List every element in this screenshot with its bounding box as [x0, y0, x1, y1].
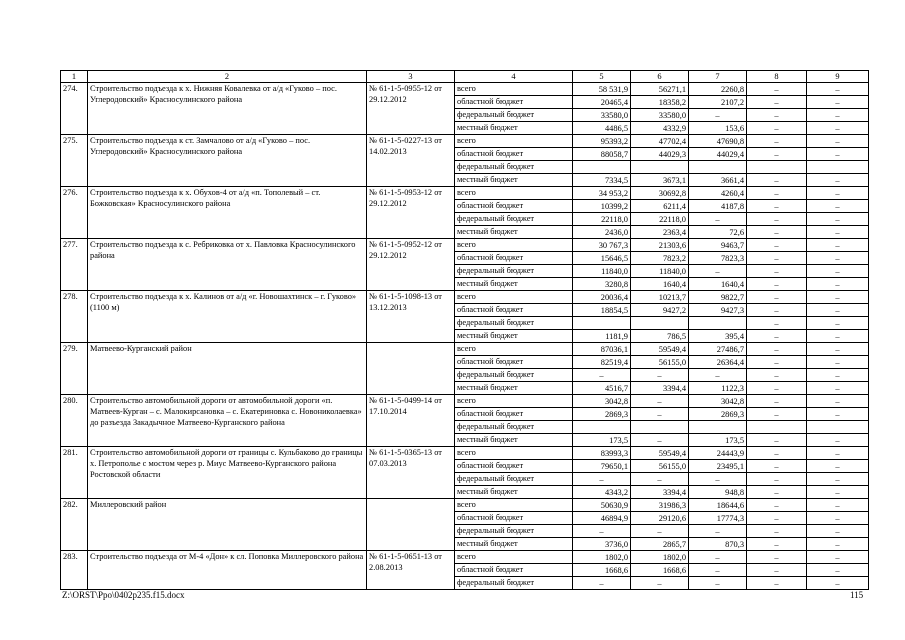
- amount-cell: –: [689, 265, 747, 278]
- amount-cell: –: [747, 538, 807, 551]
- amount-cell: –: [807, 109, 869, 122]
- budget-source: федеральный бюджет: [455, 577, 573, 590]
- header-cell: 8: [747, 71, 807, 83]
- amount-cell: 46894,9: [573, 512, 631, 525]
- amount-cell: –: [807, 395, 869, 408]
- document-number: № 61-1-5-0651-13 от 2.08.2013: [367, 551, 455, 590]
- amount-cell: –: [807, 382, 869, 395]
- amount-cell: 31986,3: [631, 499, 689, 512]
- object-name: Миллеровский район: [88, 499, 367, 551]
- amount-cell: 33580,0: [573, 109, 631, 122]
- amount-cell: –: [747, 135, 807, 148]
- table-row: [61, 499, 869, 512]
- amount-cell: [747, 421, 807, 434]
- amount-cell: 59549,4: [631, 447, 689, 460]
- amount-cell: –: [807, 564, 869, 577]
- budget-source: федеральный бюджет: [455, 525, 573, 538]
- budget-source: областной бюджет: [455, 564, 573, 577]
- amount-cell: [689, 161, 747, 174]
- budget-source: областной бюджет: [455, 96, 573, 109]
- table-row: [61, 343, 869, 356]
- amount-cell: 4516,7: [573, 382, 631, 395]
- amount-cell: –: [807, 434, 869, 447]
- budget-source: областной бюджет: [455, 148, 573, 161]
- amount-cell: 3673,1: [631, 174, 689, 187]
- budget-source: всего: [455, 187, 573, 200]
- amount-cell: 173,5: [573, 434, 631, 447]
- budget-source: федеральный бюджет: [455, 369, 573, 382]
- table-row: [61, 83, 869, 96]
- amount-cell: 3394,4: [631, 382, 689, 395]
- row-number: 279.: [61, 343, 88, 395]
- amount-cell: –: [747, 525, 807, 538]
- amount-cell: 87036,1: [573, 343, 631, 356]
- amount-cell: 6211,4: [631, 200, 689, 213]
- amount-cell: –: [573, 525, 631, 538]
- amount-cell: 24443,9: [689, 447, 747, 460]
- amount-cell: [631, 421, 689, 434]
- budget-source: всего: [455, 447, 573, 460]
- document-number: [367, 499, 455, 551]
- amount-cell: –: [747, 83, 807, 96]
- amount-cell: 22118,0: [631, 213, 689, 226]
- amount-cell: –: [807, 525, 869, 538]
- amount-cell: –: [807, 486, 869, 499]
- table-row: [61, 447, 869, 460]
- amount-cell: [631, 317, 689, 330]
- amount-cell: 2436,0: [573, 226, 631, 239]
- header-cell: 7: [689, 71, 747, 83]
- amount-cell: [573, 317, 631, 330]
- budget-source: местный бюджет: [455, 278, 573, 291]
- amount-cell: 83993,3: [573, 447, 631, 460]
- amount-cell: –: [807, 551, 869, 564]
- budget-source: федеральный бюджет: [455, 265, 573, 278]
- amount-cell: 786,5: [631, 330, 689, 343]
- document-number: [367, 343, 455, 395]
- amount-cell: 44029,4: [689, 148, 747, 161]
- amount-cell: –: [747, 356, 807, 369]
- amount-cell: 11840,0: [631, 265, 689, 278]
- amount-cell: –: [747, 317, 807, 330]
- amount-cell: 870,3: [689, 538, 747, 551]
- amount-cell: 1181,9: [573, 330, 631, 343]
- amount-cell: –: [747, 96, 807, 109]
- amount-cell: –: [807, 174, 869, 187]
- footer-page-number: 115: [850, 590, 864, 600]
- document-number: № 61-1-5-0952-12 от 29.12.2012: [367, 239, 455, 291]
- header-cell: 6: [631, 71, 689, 83]
- amount-cell: 3280,8: [573, 278, 631, 291]
- document-number: № 61-1-5-0955-12 от 29.12.2012: [367, 83, 455, 135]
- amount-cell: –: [747, 304, 807, 317]
- amount-cell: –: [807, 200, 869, 213]
- object-name: Строительство автомобильной дороги от границы с. Кульбаково до границы х. Петрополье с мостом через р. Миус Матвеево-Курганского района Ростовской области: [88, 447, 367, 499]
- amount-cell: –: [807, 343, 869, 356]
- amount-cell: 9822,7: [689, 291, 747, 304]
- budget-source: местный бюджет: [455, 538, 573, 551]
- budget-source: местный бюджет: [455, 226, 573, 239]
- amount-cell: 27486,7: [689, 343, 747, 356]
- object-name: Матвеево-Курганский район: [88, 343, 367, 395]
- amount-cell: 3661,4: [689, 174, 747, 187]
- amount-cell: –: [747, 382, 807, 395]
- amount-cell: –: [747, 551, 807, 564]
- amount-cell: –: [747, 226, 807, 239]
- budget-source: всего: [455, 291, 573, 304]
- amount-cell: –: [747, 148, 807, 161]
- amount-cell: –: [807, 187, 869, 200]
- budget-source: областной бюджет: [455, 200, 573, 213]
- budget-source: всего: [455, 239, 573, 252]
- amount-cell: 95393,2: [573, 135, 631, 148]
- amount-cell: 1640,4: [631, 278, 689, 291]
- amount-cell: –: [631, 408, 689, 421]
- table-row: [61, 291, 869, 304]
- amount-cell: –: [747, 174, 807, 187]
- amount-cell: –: [807, 96, 869, 109]
- amount-cell: –: [689, 577, 747, 590]
- amount-cell: –: [807, 317, 869, 330]
- table-row: [61, 187, 869, 200]
- document-number: № 61-1-5-0365-13 от 07.03.2013: [367, 447, 455, 499]
- amount-cell: 1122,3: [689, 382, 747, 395]
- amount-cell: 58 531,9: [573, 83, 631, 96]
- amount-cell: –: [747, 473, 807, 486]
- budget-source: местный бюджет: [455, 330, 573, 343]
- amount-cell: –: [807, 356, 869, 369]
- amount-cell: –: [807, 213, 869, 226]
- amount-cell: 1668,6: [573, 564, 631, 577]
- amount-cell: –: [807, 239, 869, 252]
- amount-cell: –: [747, 213, 807, 226]
- amount-cell: –: [807, 408, 869, 421]
- table-row: [61, 135, 869, 148]
- budget-source: федеральный бюджет: [455, 161, 573, 174]
- header-cell: 5: [573, 71, 631, 83]
- amount-cell: –: [631, 395, 689, 408]
- amount-cell: –: [807, 291, 869, 304]
- amount-cell: 153,6: [689, 122, 747, 135]
- amount-cell: –: [747, 434, 807, 447]
- amount-cell: –: [573, 369, 631, 382]
- footer-file-path: Z:\ORST\Ppo\0402p235.f15.docx: [62, 590, 185, 600]
- budget-source: федеральный бюджет: [455, 213, 573, 226]
- amount-cell: 4343,2: [573, 486, 631, 499]
- amount-cell: –: [689, 525, 747, 538]
- amount-cell: –: [689, 369, 747, 382]
- amount-cell: [689, 317, 747, 330]
- amount-cell: 4332,9: [631, 122, 689, 135]
- amount-cell: 2869,3: [573, 408, 631, 421]
- amount-cell: –: [631, 473, 689, 486]
- amount-cell: –: [747, 447, 807, 460]
- amount-cell: 3042,8: [573, 395, 631, 408]
- header-cell: 1: [61, 71, 88, 83]
- amount-cell: 30 767,3: [573, 239, 631, 252]
- amount-cell: 7823,3: [689, 252, 747, 265]
- amount-cell: 7334,5: [573, 174, 631, 187]
- amount-cell: –: [747, 512, 807, 525]
- document-number: № 61-1-5-0499-14 от 17.10.2014: [367, 395, 455, 447]
- amount-cell: 44029,3: [631, 148, 689, 161]
- table-row: [61, 551, 869, 564]
- document-number: № 61-1-5-1098-13 от 13.12.2013: [367, 291, 455, 343]
- amount-cell: 34 953,2: [573, 187, 631, 200]
- amount-cell: 56155,0: [631, 460, 689, 473]
- amount-cell: –: [747, 395, 807, 408]
- amount-cell: –: [631, 577, 689, 590]
- amount-cell: –: [807, 460, 869, 473]
- amount-cell: 59549,4: [631, 343, 689, 356]
- amount-cell: 56271,1: [631, 83, 689, 96]
- amount-cell: 1640,4: [689, 278, 747, 291]
- header-row: [61, 71, 869, 83]
- object-name: Строительство подъезда к с. Ребриковка от х. Павловка Красносулинского района: [88, 239, 367, 291]
- amount-cell: –: [747, 187, 807, 200]
- amount-cell: –: [747, 109, 807, 122]
- budget-source: местный бюджет: [455, 174, 573, 187]
- amount-cell: –: [747, 369, 807, 382]
- amount-cell: –: [631, 434, 689, 447]
- amount-cell: 3736,0: [573, 538, 631, 551]
- amount-cell: –: [807, 538, 869, 551]
- amount-cell: 18358,2: [631, 96, 689, 109]
- amount-cell: –: [689, 213, 747, 226]
- amount-cell: 30692,8: [631, 187, 689, 200]
- amount-cell: –: [747, 278, 807, 291]
- amount-cell: [807, 161, 869, 174]
- amount-cell: [573, 421, 631, 434]
- amount-cell: 948,8: [689, 486, 747, 499]
- amount-cell: –: [807, 304, 869, 317]
- amount-cell: 4260,4: [689, 187, 747, 200]
- amount-cell: 173,5: [689, 434, 747, 447]
- amount-cell: –: [747, 460, 807, 473]
- amount-cell: 9463,7: [689, 239, 747, 252]
- amount-cell: [807, 421, 869, 434]
- row-number: 281.: [61, 447, 88, 499]
- row-number: 275.: [61, 135, 88, 187]
- budget-source: всего: [455, 83, 573, 96]
- amount-cell: 88058,7: [573, 148, 631, 161]
- budget-source: местный бюджет: [455, 434, 573, 447]
- budget-source: всего: [455, 499, 573, 512]
- amount-cell: –: [747, 343, 807, 356]
- amount-cell: 2869,3: [689, 408, 747, 421]
- amount-cell: –: [689, 473, 747, 486]
- document-number: № 61-1-5-0953-12 от 29.12.2012: [367, 187, 455, 239]
- row-number: 278.: [61, 291, 88, 343]
- amount-cell: –: [807, 577, 869, 590]
- amount-cell: 29120,6: [631, 512, 689, 525]
- amount-cell: –: [807, 473, 869, 486]
- row-number: 282.: [61, 499, 88, 551]
- header-cell: 4: [455, 71, 573, 83]
- budget-source: местный бюджет: [455, 486, 573, 499]
- row-number: 276.: [61, 187, 88, 239]
- amount-cell: –: [573, 473, 631, 486]
- amount-cell: –: [631, 369, 689, 382]
- object-name: Строительство подъезда от М-4 «Дон» к сл. Поповка Миллеровского района: [88, 551, 367, 590]
- amount-cell: 2260,8: [689, 83, 747, 96]
- amount-cell: –: [573, 577, 631, 590]
- amount-cell: 82519,4: [573, 356, 631, 369]
- budget-source: федеральный бюджет: [455, 421, 573, 434]
- object-name: Строительство подъезда к х. Обухов-4 от а/д «п. Тополевый – ст. Божковская» Красносулинского района: [88, 187, 367, 239]
- amount-cell: –: [689, 551, 747, 564]
- amount-cell: 79650,1: [573, 460, 631, 473]
- row-number: 280.: [61, 395, 88, 447]
- amount-cell: 23495,1: [689, 460, 747, 473]
- amount-cell: 20465,4: [573, 96, 631, 109]
- amount-cell: –: [747, 291, 807, 304]
- amount-cell: 395,4: [689, 330, 747, 343]
- amount-cell: –: [747, 577, 807, 590]
- amount-cell: [747, 161, 807, 174]
- amount-cell: –: [807, 512, 869, 525]
- amount-cell: –: [807, 499, 869, 512]
- amount-cell: 2865,7: [631, 538, 689, 551]
- table-row: [61, 239, 869, 252]
- amount-cell: –: [747, 330, 807, 343]
- amount-cell: –: [747, 239, 807, 252]
- budget-source: областной бюджет: [455, 512, 573, 525]
- amount-cell: –: [807, 447, 869, 460]
- amount-cell: 10399,2: [573, 200, 631, 213]
- amount-cell: 4486,5: [573, 122, 631, 135]
- amount-cell: 1802,0: [573, 551, 631, 564]
- amount-cell: 56155,0: [631, 356, 689, 369]
- amount-cell: 33580,0: [631, 109, 689, 122]
- amount-cell: –: [747, 252, 807, 265]
- budget-table: [60, 70, 869, 590]
- budget-source: федеральный бюджет: [455, 109, 573, 122]
- budget-source: всего: [455, 135, 573, 148]
- amount-cell: 47690,8: [689, 135, 747, 148]
- amount-cell: –: [807, 278, 869, 291]
- amount-cell: 15646,5: [573, 252, 631, 265]
- header-cell: 9: [807, 71, 869, 83]
- amount-cell: –: [807, 252, 869, 265]
- amount-cell: –: [807, 330, 869, 343]
- budget-source: федеральный бюджет: [455, 317, 573, 330]
- amount-cell: –: [807, 135, 869, 148]
- budget-source: областной бюджет: [455, 356, 573, 369]
- amount-cell: –: [807, 148, 869, 161]
- amount-cell: 22118,0: [573, 213, 631, 226]
- amount-cell: –: [747, 122, 807, 135]
- budget-source: местный бюджет: [455, 122, 573, 135]
- document-number: № 61-1-5-0227-13 от 14.02.2013: [367, 135, 455, 187]
- amount-cell: 4187,8: [689, 200, 747, 213]
- row-number: 277.: [61, 239, 88, 291]
- amount-cell: –: [747, 408, 807, 421]
- amount-cell: –: [747, 265, 807, 278]
- amount-cell: 9427,3: [689, 304, 747, 317]
- budget-source: всего: [455, 395, 573, 408]
- amount-cell: –: [807, 265, 869, 278]
- amount-cell: –: [747, 486, 807, 499]
- amount-cell: 21303,6: [631, 239, 689, 252]
- amount-cell: 10213,7: [631, 291, 689, 304]
- amount-cell: –: [747, 200, 807, 213]
- object-name: Строительство автомобильной дороги от автомобильной дороги «п. Матвеев-Курган – с. Малокирсановка – с. Екатериновка с. Новониколаевка» до разъезда Закадычное Матвеево-Курганского района: [88, 395, 367, 447]
- budget-source: федеральный бюджет: [455, 473, 573, 486]
- budget-source: областной бюджет: [455, 408, 573, 421]
- amount-cell: 17774,3: [689, 512, 747, 525]
- amount-cell: 3042,8: [689, 395, 747, 408]
- amount-cell: [631, 161, 689, 174]
- amount-cell: –: [807, 122, 869, 135]
- object-name: Строительство подъезда к ст. Замчалово от а/д «Гуково – пос. Углеродовский» Красносулинского района: [88, 135, 367, 187]
- budget-table-container: [60, 70, 868, 590]
- amount-cell: 2107,2: [689, 96, 747, 109]
- table-row: [61, 395, 869, 408]
- amount-cell: [689, 421, 747, 434]
- budget-source: областной бюджет: [455, 304, 573, 317]
- amount-cell: –: [747, 564, 807, 577]
- amount-cell: 47702,4: [631, 135, 689, 148]
- budget-source: областной бюджет: [455, 252, 573, 265]
- budget-source: местный бюджет: [455, 382, 573, 395]
- amount-cell: [573, 161, 631, 174]
- budget-source: всего: [455, 551, 573, 564]
- budget-source: всего: [455, 343, 573, 356]
- amount-cell: –: [807, 83, 869, 96]
- header-cell: 3: [367, 71, 455, 83]
- amount-cell: 20036,4: [573, 291, 631, 304]
- amount-cell: 72,6: [689, 226, 747, 239]
- object-name: Строительство подъезда к х. Нижняя Ковалевка от а/д «Гуково – пос. Углеродовский» Красносулинского района: [88, 83, 367, 135]
- amount-cell: 9427,2: [631, 304, 689, 317]
- amount-cell: 18644,6: [689, 499, 747, 512]
- amount-cell: 11840,0: [573, 265, 631, 278]
- amount-cell: 1802,0: [631, 551, 689, 564]
- budget-source: областной бюджет: [455, 460, 573, 473]
- object-name: Строительство подъезда к х. Калинов от а/д «г. Новошахтинск – г. Гуково» (1100 м): [88, 291, 367, 343]
- amount-cell: –: [631, 525, 689, 538]
- amount-cell: –: [689, 564, 747, 577]
- amount-cell: 50630,9: [573, 499, 631, 512]
- amount-cell: 2363,4: [631, 226, 689, 239]
- amount-cell: –: [689, 109, 747, 122]
- amount-cell: –: [807, 226, 869, 239]
- header-cell: 2: [88, 71, 367, 83]
- amount-cell: 18854,5: [573, 304, 631, 317]
- amount-cell: –: [807, 369, 869, 382]
- amount-cell: 7823,2: [631, 252, 689, 265]
- row-number: 283.: [61, 551, 88, 590]
- amount-cell: 3394,4: [631, 486, 689, 499]
- amount-cell: –: [747, 499, 807, 512]
- amount-cell: 26364,4: [689, 356, 747, 369]
- amount-cell: 1668,6: [631, 564, 689, 577]
- row-number: 274.: [61, 83, 88, 135]
